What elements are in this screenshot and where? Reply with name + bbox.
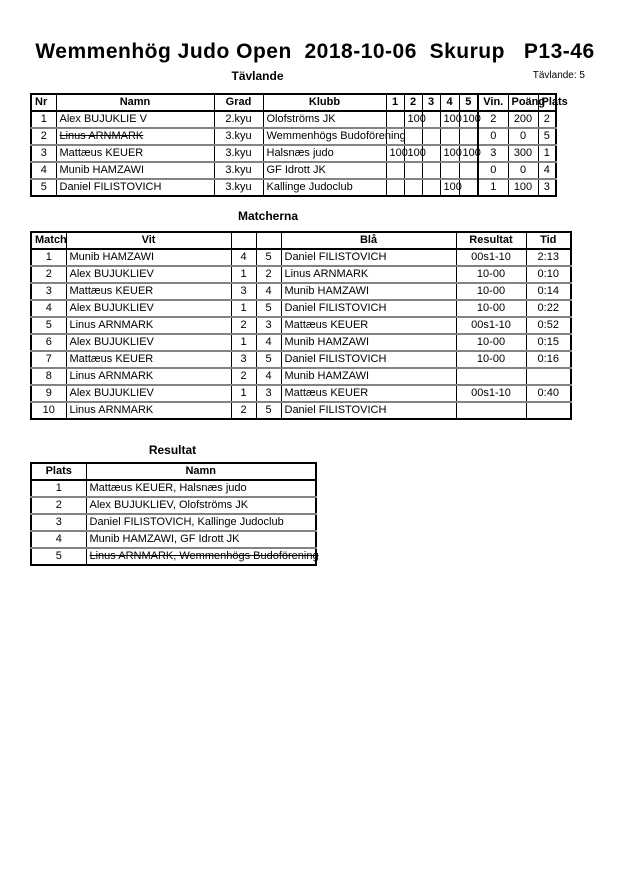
blue-name-cell: Linus ARNMARK (281, 266, 456, 283)
result-cell: 00s1-10 (456, 249, 526, 266)
result-cell (456, 402, 526, 419)
score-cell (440, 128, 459, 145)
white-nr-cell: 1 (231, 266, 256, 283)
points-cell: 300 (508, 145, 538, 162)
match-nr-cell: 7 (31, 351, 66, 368)
result-cell (456, 368, 526, 385)
col-header-match: Match (31, 232, 66, 249)
score-cell: 100 (459, 145, 478, 162)
name-cell: Linus ARNMARK, Wemmenhögs Budoförening (86, 548, 316, 565)
match-nr-cell: 10 (31, 402, 66, 419)
name-cell: Mattæus KEUER (56, 145, 214, 162)
white-nr-cell: 1 (231, 385, 256, 402)
match-nr-cell: 8 (31, 368, 66, 385)
competitors-table (30, 93, 568, 197)
place-cell: 1 (538, 145, 556, 162)
white-nr-cell: 4 (231, 249, 256, 266)
points-cell: 0 (508, 128, 538, 145)
col-header-1: 1 (386, 94, 404, 111)
competitor-row (31, 111, 556, 128)
blue-nr-cell: 4 (256, 283, 281, 300)
club-cell: GF Idrott JK (263, 162, 386, 179)
white-nr-cell: 1 (231, 300, 256, 317)
result-row (31, 548, 316, 565)
match-row (31, 368, 571, 385)
score-cell: 100 (404, 145, 422, 162)
blue-name-cell: Mattæus KEUER (281, 317, 456, 334)
col-header-name: Namn (56, 94, 214, 111)
score-cell (459, 162, 478, 179)
place-cell: 5 (31, 548, 86, 565)
match-row (31, 266, 571, 283)
results-heading: Resultat (148, 443, 197, 457)
club-cell: Kallinge Judoclub (263, 179, 386, 196)
wins-cell: 0 (478, 162, 508, 179)
time-cell: 0:14 (526, 283, 571, 300)
white-name-cell: Alex BUJUKLIEV (66, 300, 231, 317)
blue-name-cell: Munib HAMZAWI (281, 334, 456, 351)
white-name-cell: Linus ARNMARK (66, 402, 231, 419)
blue-nr-cell: 2 (256, 266, 281, 283)
blue-nr-cell: 3 (256, 317, 281, 334)
wins-cell: 2 (478, 111, 508, 128)
result-cell: 10-00 (456, 351, 526, 368)
col-header-club: Klubb (263, 94, 386, 111)
place-cell: 2 (31, 497, 86, 514)
points-cell: 200 (508, 111, 538, 128)
white-nr-cell: 2 (231, 368, 256, 385)
white-nr-cell: 1 (231, 334, 256, 351)
matches-table (30, 231, 572, 420)
score-cell (404, 179, 422, 196)
match-row (31, 351, 571, 368)
score-cell (440, 162, 459, 179)
place-cell: 3 (31, 514, 86, 531)
blue-nr-cell: 3 (256, 385, 281, 402)
grade-cell: 3.kyu (214, 128, 263, 145)
blue-nr-cell: 5 (256, 402, 281, 419)
name-cell: Daniel FILISTOVICH (56, 179, 214, 196)
name-cell: Munib HAMZAWI (56, 162, 214, 179)
match-nr-cell: 3 (31, 283, 66, 300)
result-cell: 00s1-10 (456, 385, 526, 402)
result-cell: 10-00 (456, 334, 526, 351)
time-cell (526, 402, 571, 419)
place-cell: 4 (538, 162, 556, 179)
col-header-blue-nr (256, 232, 281, 249)
results-header-row (31, 463, 316, 480)
result-cell: 10-00 (456, 266, 526, 283)
competitors-count: Tävlande: 5 (532, 70, 585, 81)
nr-cell: 4 (31, 162, 56, 179)
col-header-place: Plats (538, 94, 556, 111)
club-cell: Halsnæs judo (263, 145, 386, 162)
blue-name-cell: Daniel FILISTOVICH (281, 351, 456, 368)
match-nr-cell: 5 (31, 317, 66, 334)
white-name-cell: Alex BUJUKLIEV (66, 266, 231, 283)
results-table (30, 462, 317, 566)
time-cell: 0:16 (526, 351, 571, 368)
match-nr-cell: 2 (31, 266, 66, 283)
score-cell (422, 179, 440, 196)
nr-cell: 3 (31, 145, 56, 162)
wins-cell: 0 (478, 128, 508, 145)
blue-nr-cell: 4 (256, 334, 281, 351)
col-header-time: Tid (526, 232, 571, 249)
blue-nr-cell: 5 (256, 351, 281, 368)
white-name-cell: Mattæus KEUER (66, 351, 231, 368)
name-cell: Alex BUJUKLIE V (56, 111, 214, 128)
white-name-cell: Alex BUJUKLIEV (66, 385, 231, 402)
name-cell: Munib HAMZAWI, GF Idrott JK (86, 531, 316, 548)
col-header-grade: Grad (214, 94, 263, 111)
col-header-nr: Nr (31, 94, 56, 111)
name-cell: Linus ARNMARK (56, 128, 214, 145)
page-title: Wemmenhög Judo Open 2018-10-06 Skurup P13-46 (35, 40, 595, 63)
blue-nr-cell: 4 (256, 368, 281, 385)
competitors-header-row (31, 94, 556, 111)
name-cell: Daniel FILISTOVICH, Kallinge Judoclub (86, 514, 316, 531)
points-cell: 0 (508, 162, 538, 179)
score-cell (422, 128, 440, 145)
col-header-white: Vit (66, 232, 231, 249)
competitor-row (31, 179, 556, 196)
name-cell: Alex BUJUKLIEV, Olofströms JK (86, 497, 316, 514)
score-cell: 100 (440, 145, 459, 162)
blue-name-cell: Daniel FILISTOVICH (281, 300, 456, 317)
white-name-cell: Linus ARNMARK (66, 368, 231, 385)
match-row (31, 402, 571, 419)
score-cell (404, 128, 422, 145)
result-cell: 10-00 (456, 283, 526, 300)
blue-name-cell: Munib HAMZAWI (281, 368, 456, 385)
col-header-white-nr (231, 232, 256, 249)
score-cell (404, 162, 422, 179)
place-cell: 1 (31, 480, 86, 497)
col-header-5: 5 (459, 94, 478, 111)
result-cell: 00s1-10 (456, 317, 526, 334)
score-cell (422, 162, 440, 179)
match-row (31, 283, 571, 300)
points-cell: 100 (508, 179, 538, 196)
match-row (31, 300, 571, 317)
blue-name-cell: Daniel FILISTOVICH (281, 402, 456, 419)
col-header-blue: Blå (281, 232, 456, 249)
time-cell: 0:22 (526, 300, 571, 317)
competitors-heading: Tävlande (231, 69, 284, 83)
match-nr-cell: 4 (31, 300, 66, 317)
time-cell: 0:40 (526, 385, 571, 402)
white-name-cell: Munib HAMZAWI (66, 249, 231, 266)
time-cell: 0:52 (526, 317, 571, 334)
club-cell: Olofströms JK (263, 111, 386, 128)
place-cell: 5 (538, 128, 556, 145)
match-row (31, 334, 571, 351)
name-cell: Mattæus KEUER, Halsnæs judo (86, 480, 316, 497)
white-nr-cell: 3 (231, 283, 256, 300)
score-cell (459, 128, 478, 145)
result-row (31, 497, 316, 514)
white-nr-cell: 3 (231, 351, 256, 368)
col-header-result: Resultat (456, 232, 526, 249)
score-cell (386, 111, 404, 128)
result-row (31, 531, 316, 548)
match-row (31, 317, 571, 334)
score-cell: 100 (440, 111, 459, 128)
col-header-place: Plats (31, 463, 86, 480)
result-cell: 10-00 (456, 300, 526, 317)
time-cell: 0:15 (526, 334, 571, 351)
matches-header-row (31, 232, 571, 249)
score-cell (386, 179, 404, 196)
nr-cell: 1 (31, 111, 56, 128)
match-nr-cell: 6 (31, 334, 66, 351)
blue-name-cell: Mattæus KEUER (281, 385, 456, 402)
nr-cell: 5 (31, 179, 56, 196)
club-cell: Wemmenhögs Budoförening (263, 128, 386, 145)
grade-cell: 3.kyu (214, 145, 263, 162)
time-cell (526, 368, 571, 385)
col-header-name: Namn (86, 463, 316, 480)
place-cell: 4 (31, 531, 86, 548)
result-row (31, 480, 316, 497)
white-nr-cell: 2 (231, 317, 256, 334)
white-name-cell: Mattæus KEUER (66, 283, 231, 300)
grade-cell: 3.kyu (214, 162, 263, 179)
place-cell: 3 (538, 179, 556, 196)
blue-nr-cell: 5 (256, 300, 281, 317)
match-row (31, 385, 571, 402)
score-cell: 100 (459, 111, 478, 128)
col-header-points: Poäng (508, 94, 538, 111)
score-cell: 100 (404, 111, 422, 128)
score-cell: 100 (440, 179, 459, 196)
result-row (31, 514, 316, 531)
wins-cell: 1 (478, 179, 508, 196)
nr-cell: 2 (31, 128, 56, 145)
match-nr-cell: 1 (31, 249, 66, 266)
match-nr-cell: 9 (31, 385, 66, 402)
blue-name-cell: Daniel FILISTOVICH (281, 249, 456, 266)
time-cell: 2:13 (526, 249, 571, 266)
col-header-wins: Vin. (478, 94, 508, 111)
score-cell (386, 162, 404, 179)
col-header-2: 2 (404, 94, 422, 111)
white-name-cell: Linus ARNMARK (66, 317, 231, 334)
grade-cell: 2.kyu (214, 111, 263, 128)
wins-cell: 3 (478, 145, 508, 162)
grade-cell: 3.kyu (214, 179, 263, 196)
white-name-cell: Alex BUJUKLIEV (66, 334, 231, 351)
place-cell: 2 (538, 111, 556, 128)
time-cell: 0:10 (526, 266, 571, 283)
score-cell: 100 (386, 145, 404, 162)
col-header-4: 4 (440, 94, 459, 111)
blue-nr-cell: 5 (256, 249, 281, 266)
white-nr-cell: 2 (231, 402, 256, 419)
competitor-row (31, 128, 556, 145)
competitor-row (31, 162, 556, 179)
col-header-3: 3 (422, 94, 440, 111)
competitor-row (31, 145, 556, 162)
match-row (31, 249, 571, 266)
matches-heading: Matcherna (237, 209, 299, 223)
blue-name-cell: Munib HAMZAWI (281, 283, 456, 300)
